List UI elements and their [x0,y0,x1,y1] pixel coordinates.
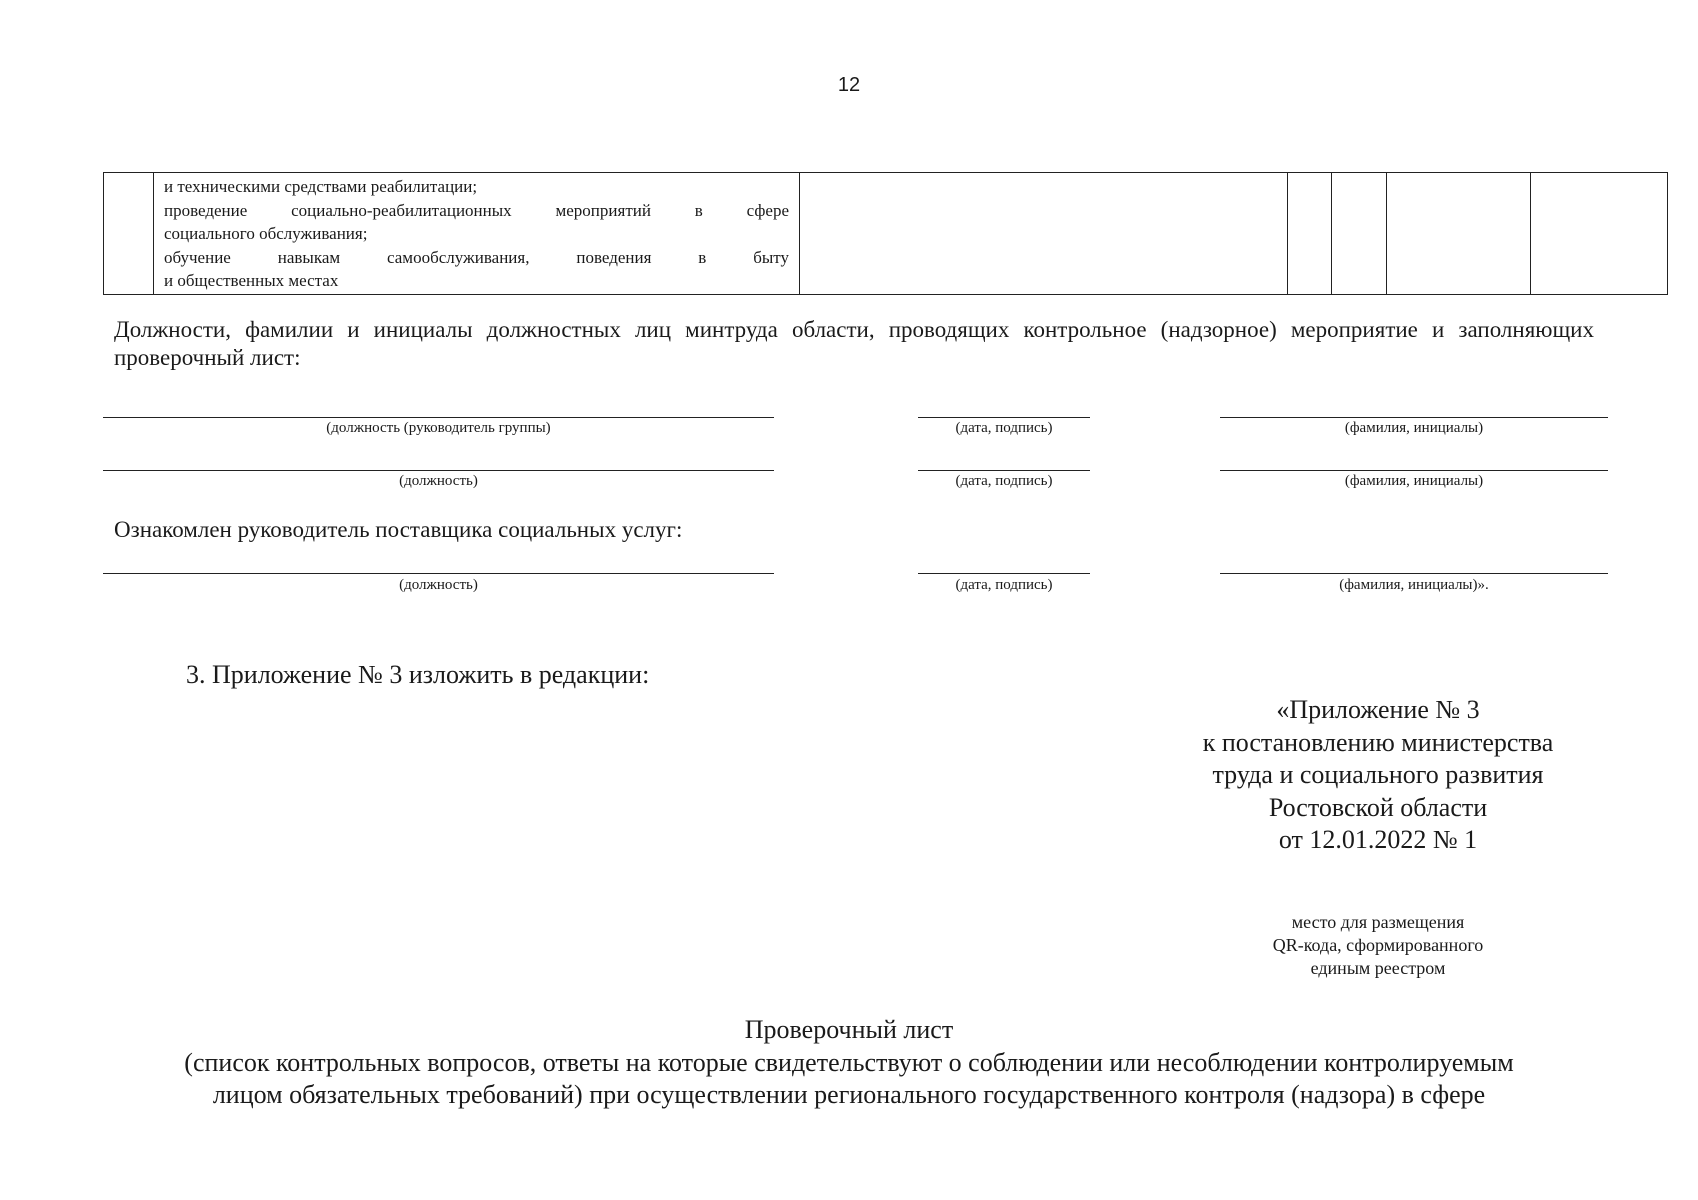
caption-name: (фамилия, инициалы) [1344,420,1484,436]
signature-line-date [918,470,1090,471]
caption-date: (дата, подпись) [955,420,1053,436]
table-line: обучение навыкам самообслуживания, поведения в быту [164,247,789,267]
checklist-title [0,1014,1698,1112]
appendix-line: от 12.01.2022 № 1 [1278,825,1478,854]
caption-position: (должность) [399,577,478,593]
table-line: социального обслуживания; [164,224,368,243]
item-3-heading: 3. Приложение № 3 изложить в редакции: [186,660,650,689]
page-number: 12 [837,74,861,96]
table-cell-text [164,175,789,293]
appendix-line: Ростовской области [1268,792,1488,822]
caption-date: (дата, подпись) [955,577,1053,593]
signature-line-name [1220,573,1608,574]
table-column-divider [1287,173,1288,294]
table-column-divider [1331,173,1332,294]
qr-note-line: QR-кода, сформированного [1272,935,1484,955]
caption-position: (должность) [399,473,478,489]
table-column-divider [1386,173,1387,294]
title-line: (список контрольных вопросов, ответы на которые свидетельствуют о соблюдении или несоблюдении контролируемым [184,1047,1514,1077]
title-line: лицом обязательных требований) при осуществлении регионального государственного контроля (надзора) в сфере [212,1080,1486,1109]
signature-line-date [918,417,1090,418]
caption-name: (фамилия, инициалы) [1344,473,1484,489]
appendix-line: «Приложение № 3 [1276,695,1480,724]
qr-placeholder-note [1168,911,1588,980]
table-line: проведение социально-реабилитационных мероприятий в сфере [164,200,789,220]
qr-note-line: место для размещения [1291,912,1465,932]
title-line: Проверочный лист [744,1015,954,1044]
signature-line-position [103,573,774,574]
appendix-line: к постановлению министерства [1202,727,1554,757]
table-column-divider [1530,173,1531,294]
table-column-divider [153,173,154,294]
caption-name: (фамилия, инициалы)». [1339,577,1489,593]
caption-position: (должность (руководитель группы) [326,420,551,436]
qr-note-line: единым реестром [1310,958,1446,978]
table-fragment [103,172,1668,295]
signature-line-position [103,470,774,471]
signature-line-name [1220,417,1608,418]
table-line: и общественных местах [164,271,339,290]
signature-line-position [103,417,774,418]
appendix-block [1168,694,1588,857]
caption-date: (дата, подпись) [955,473,1053,489]
appendix-line: труда и социального развития [1212,760,1544,789]
officials-paragraph: Должности, фамилии и инициалы должностных лиц минтруда области, проводящих контрольное (надзорное) мероприятие и заполняющих проверочный лист: [114,317,1594,370]
table-column-divider [799,173,800,294]
signature-line-name [1220,470,1608,471]
table-line: и техническими средствами реабилитации; [164,177,478,196]
signature-line-date [918,573,1090,574]
acquainted-label: Ознакомлен руководитель поставщика социальных услуг: [114,517,683,542]
